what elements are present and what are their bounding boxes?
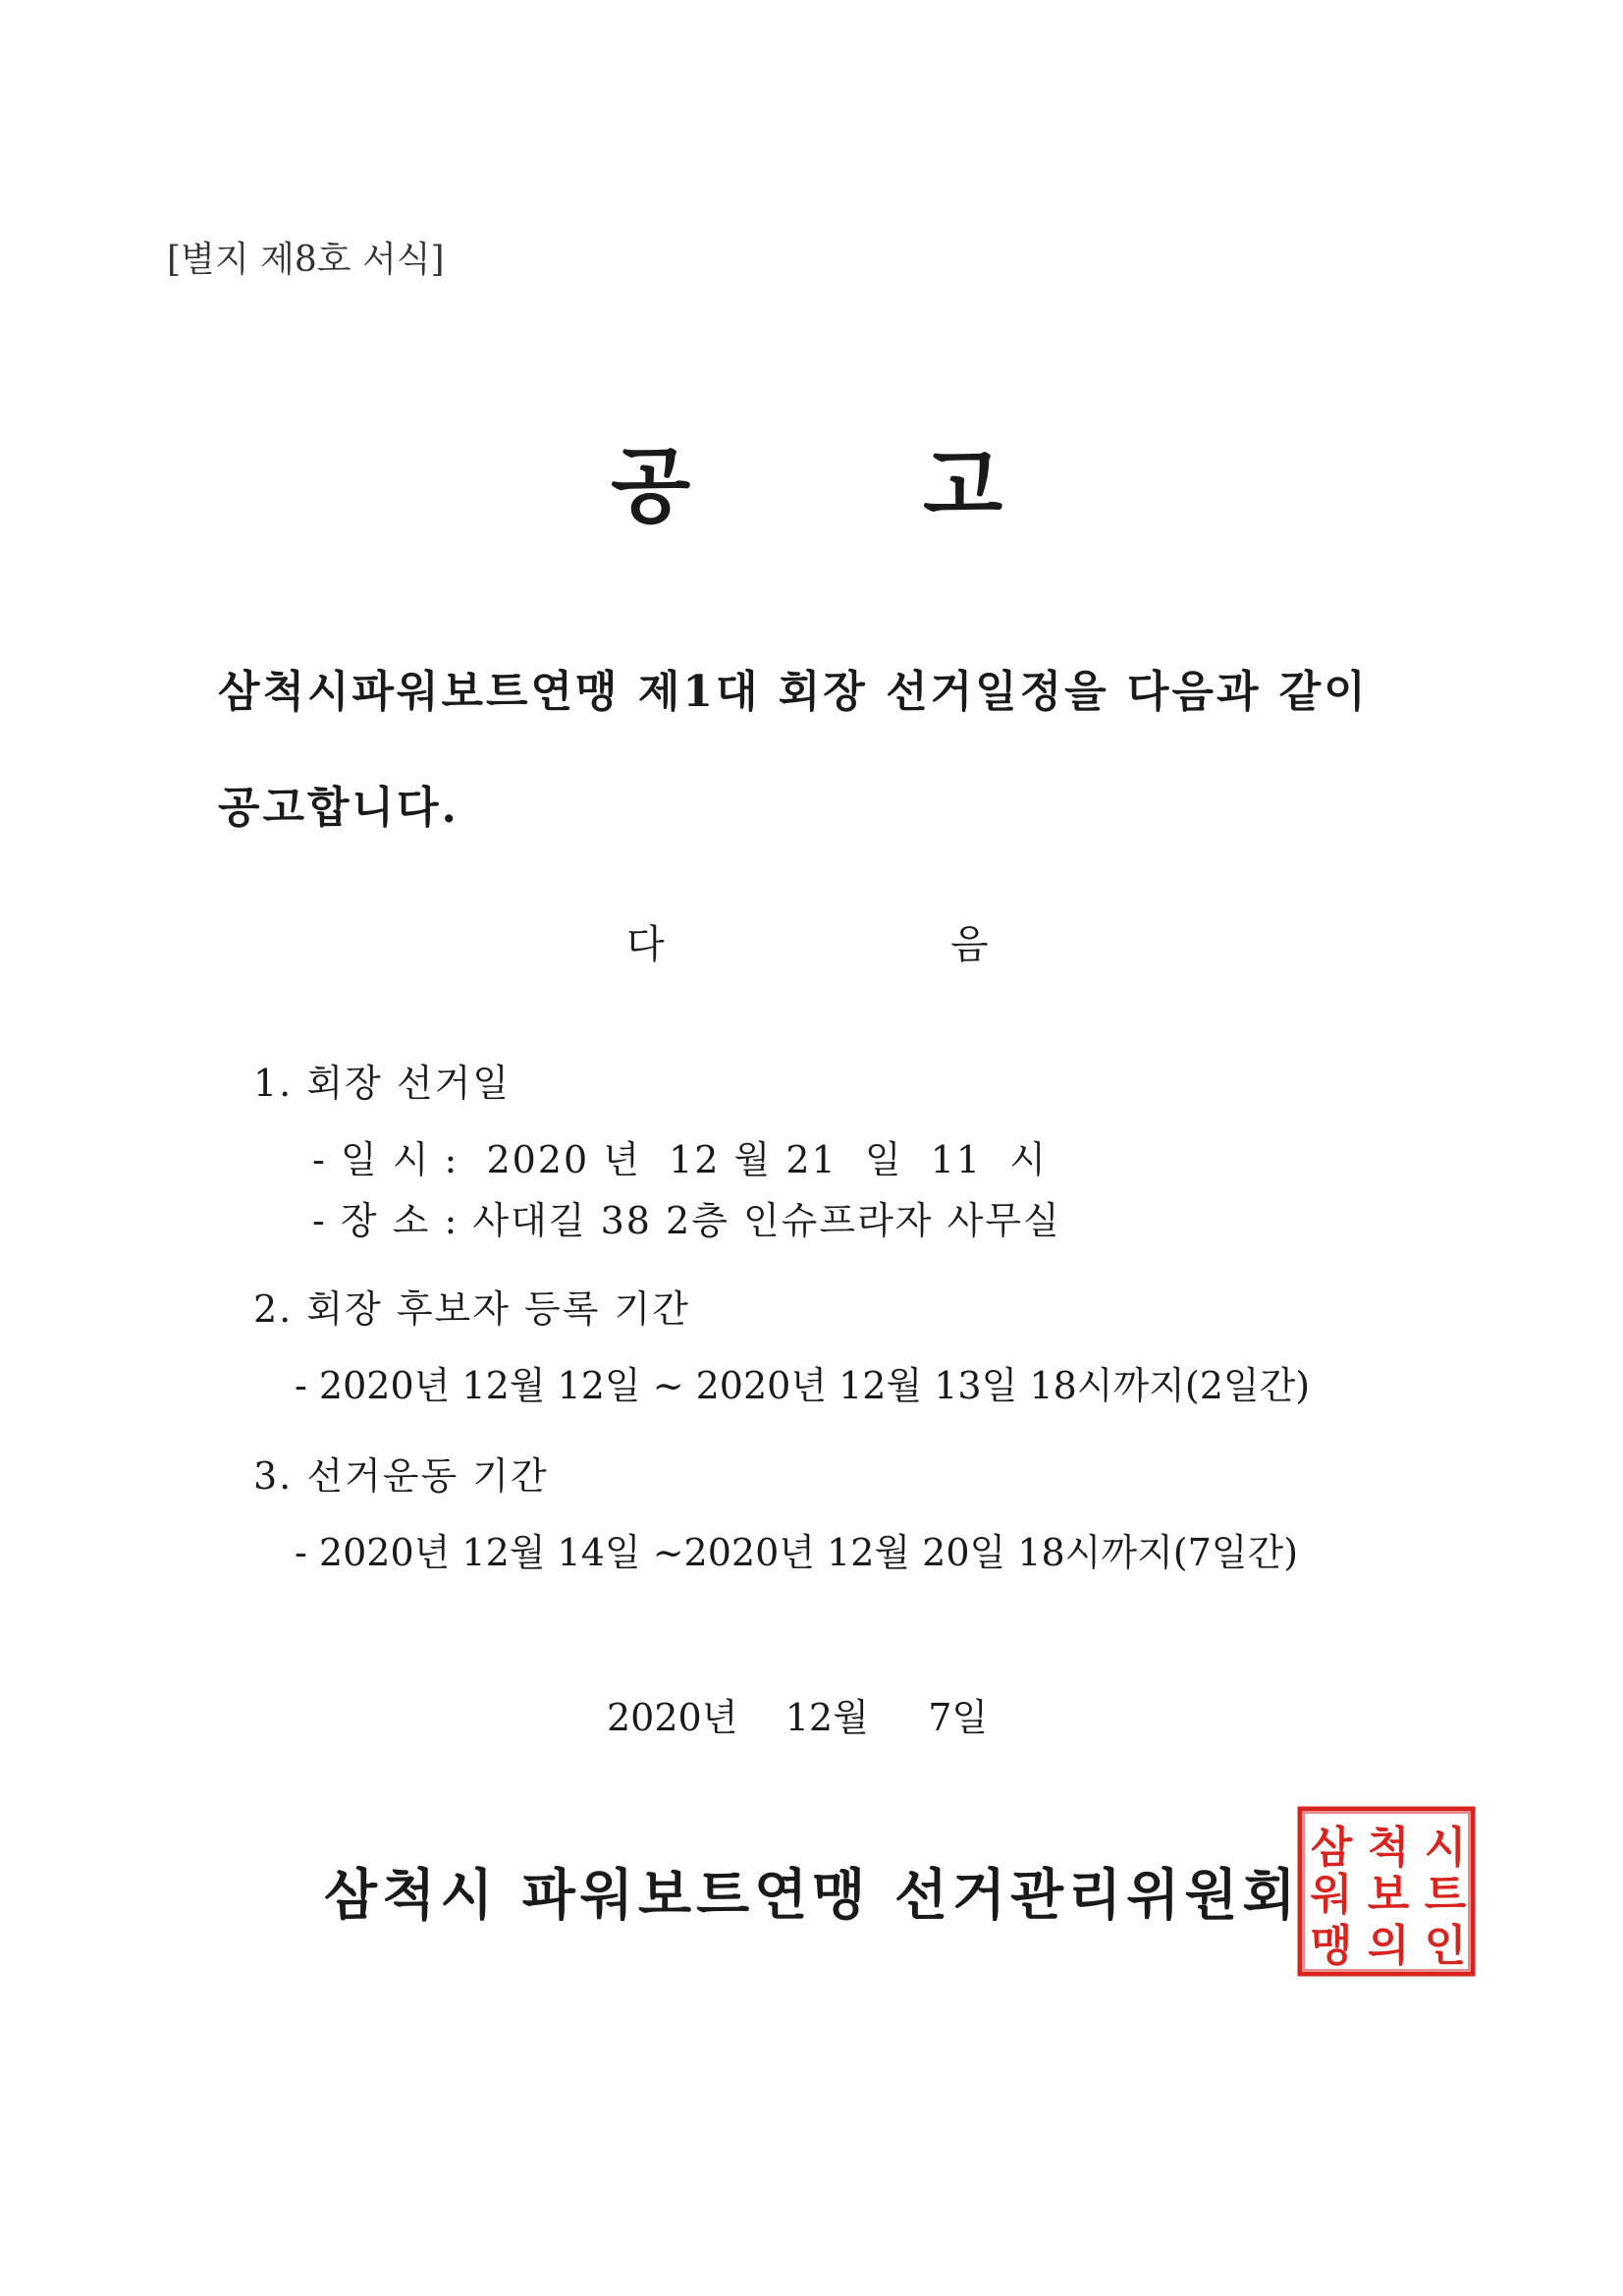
seal-text-left-2: 워	[1310, 1870, 1353, 1920]
section-2-item: - 2020년 12월 12일 ~ 2020년 12월 13일 18시까지(2일간)	[295, 1364, 1311, 1407]
section-1-heading: 1. 회장 선거일	[253, 1062, 511, 1105]
document-date: 2020년 12월 7일	[607, 1696, 989, 1739]
seal-text-right: 시	[1424, 1823, 1467, 1873]
section-1-item-datetime: - 일 시 : 2020 년 12 월 21 일 11 시	[312, 1138, 1048, 1181]
section-2-heading: 2. 회장 후보자 등록 기간	[253, 1287, 690, 1331]
form-label: [별지 제8호 서식]	[167, 240, 445, 280]
committee-name: 삼척시 파워보트연맹 선거관리위원회	[324, 1863, 1301, 1928]
section-3-item: - 2020년 12월 14일 ~2020년 12월 20일 18시까지(7일간)	[295, 1531, 1299, 1574]
official-seal-stamp	[1294, 1803, 1479, 1980]
seal-icon	[1294, 1803, 1479, 1980]
seal-text-mid-2: 보	[1367, 1870, 1410, 1920]
seal-text-right-2: 트	[1424, 1870, 1467, 1920]
section-3-heading: 3. 선거운동 기간	[253, 1454, 549, 1498]
daum-right: 음	[950, 922, 989, 967]
seal-text-left-3: 맹	[1310, 1921, 1353, 1971]
page-title-part1: 공	[611, 437, 693, 534]
intro-line-2: 공고합니다.	[218, 783, 460, 833]
intro-line-1: 삼척시파워보트연맹 제1대 회장 선거일정을 다음과 같이	[218, 667, 1369, 717]
seal-text-mid-3: 의	[1367, 1921, 1410, 1971]
seal-text-mid: 척	[1367, 1823, 1410, 1873]
seal-text-left: 삼	[1310, 1823, 1353, 1873]
daum-left: 다	[626, 922, 665, 967]
section-1-item-location: - 장 소 : 사대길 38 2층 인슈프라자 사무실	[312, 1199, 1061, 1242]
page-title-part2: 고	[923, 437, 1005, 534]
seal-text-right-3: 인	[1424, 1921, 1467, 1971]
